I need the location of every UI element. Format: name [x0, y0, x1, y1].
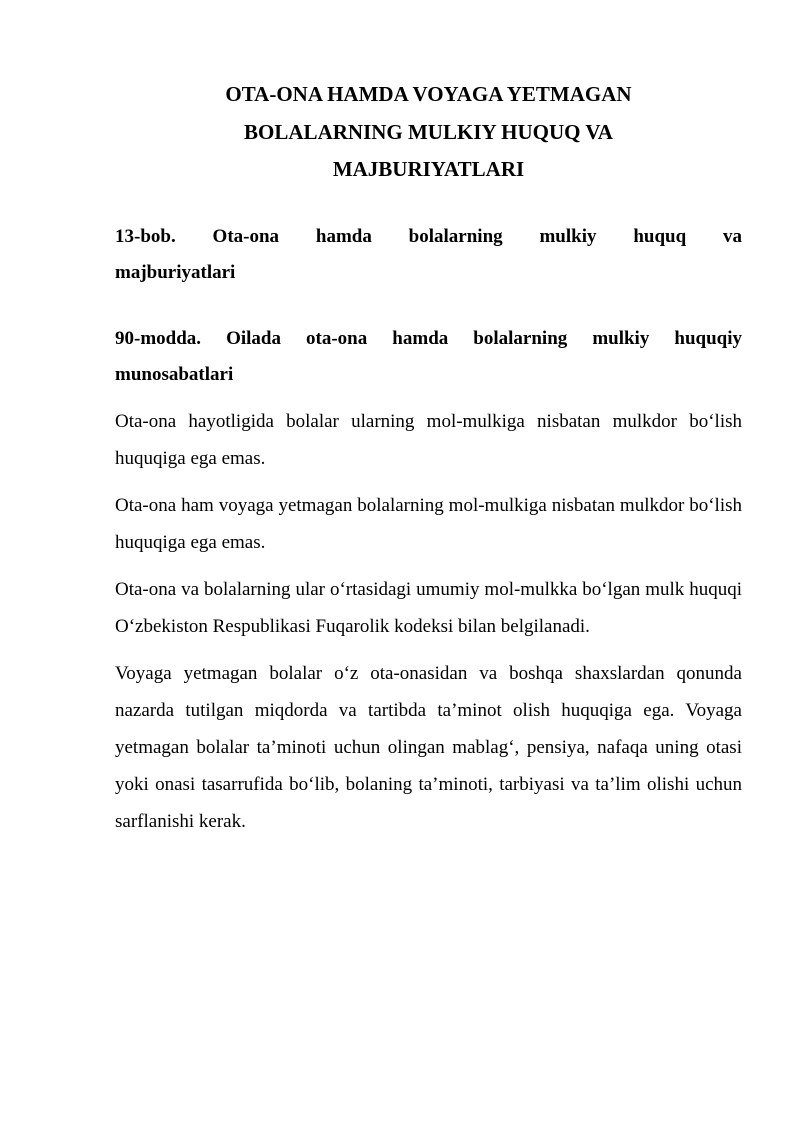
- paragraph-2: Ota-ona ham voyaga yetmagan bolalarning mol-mulkiga nisbatan mulkdor bo‘lish huquqiga ega emas.: [115, 494, 742, 553]
- document-title: [115, 76, 742, 189]
- paragraph-3: Ota-ona va bolalarning ular o‘rtasidagi umumiy mol-mulkka bo‘lgan mulk huquqi O‘zbekiston Respublikasi Fuqarolik kodeksi bilan belgilanadi.: [115, 578, 742, 637]
- article-heading: 90-modda. Oilada ota-ona hamda bolalarning mulkiy huquqiy munosabatlari: [115, 327, 742, 385]
- document-page: [115, 76, 742, 840]
- chapter-heading: [115, 219, 742, 291]
- title-line-2: BOLALARNING MULKIY HUQUQ VA: [244, 119, 613, 144]
- paragraph-4: Voyaga yetmagan bolalar o‘z ota-onasidan va boshqa shaxslardan qonunda nazarda tutilgan miqdorda va tartibda ta’minot olish huquqiga ega. Voyaga yetmagan bolalar ta’minoti uchun olingan mablag‘, pensiya, nafaqa uning otasi yoki onasi tasarrufida bo‘lib, bolaning ta’minoti, tarbiyasi va ta’lim olishi uchun sarflanishi kerak.: [115, 662, 742, 832]
- title-line-1: OTA-ONA HAMDA VOYAGA YETMAGAN: [225, 82, 632, 106]
- chapter-heading-line-2: majburiyatlari: [115, 261, 236, 283]
- chapter-heading-line-1: 13-bob. Ota-ona hamda bolalarning mulkiy huquq va: [115, 225, 742, 247]
- paragraph-1: Ota-ona hayotligida bolalar ularning mol-mulkiga nisbatan mulkdor bo‘lish huquqiga ega emas.: [115, 410, 742, 469]
- title-line-3: MAJBURIYATLARI: [332, 157, 525, 181]
